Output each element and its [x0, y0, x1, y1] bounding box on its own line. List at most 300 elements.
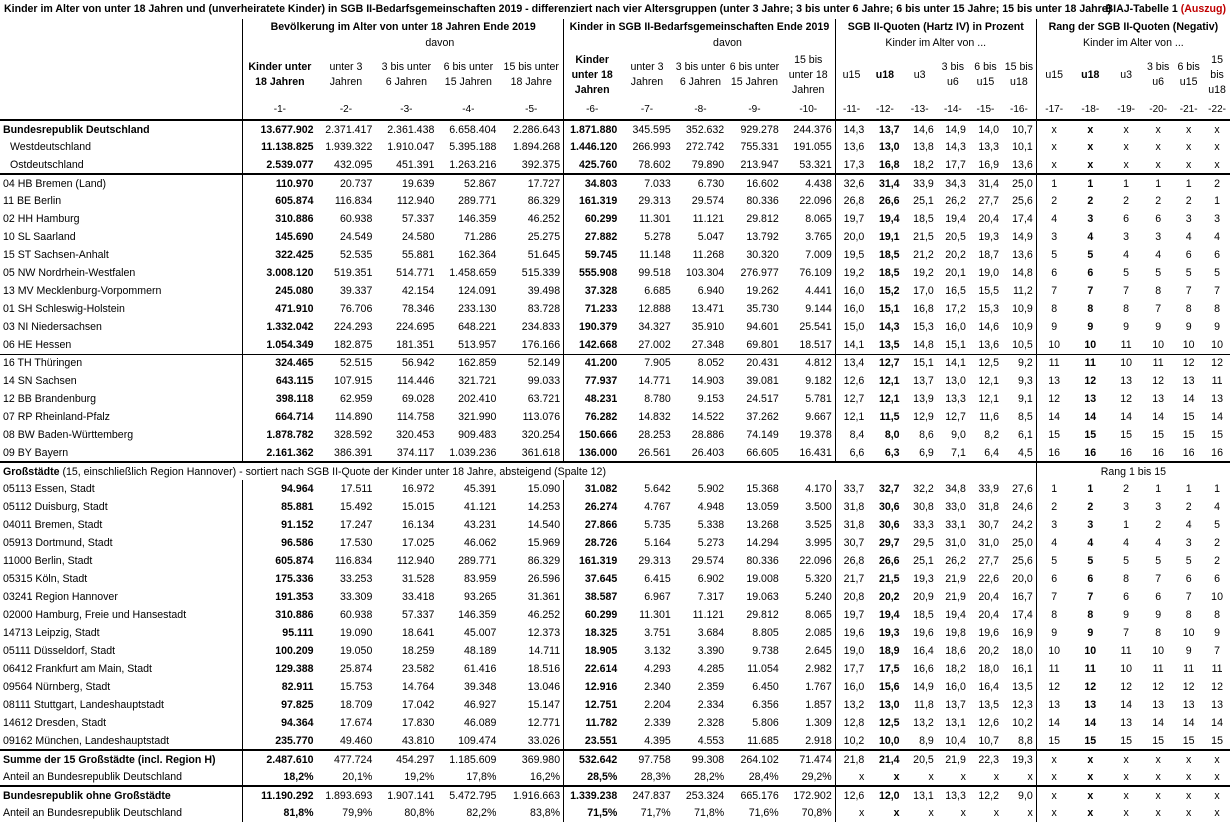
cell: 386.391: [334, 446, 373, 459]
row-label: 09564 Nürnberg, Stadt: [3, 681, 111, 693]
cell: 13,6: [1012, 249, 1033, 261]
cell: 94.364: [243, 714, 317, 732]
cell: 52.867: [437, 174, 499, 192]
cell: 10: [1182, 338, 1195, 351]
cell: 17,5: [878, 663, 900, 675]
sub-header-ranks: Kinder im Alter von ...: [1036, 35, 1230, 50]
cell: 20,4: [978, 609, 1000, 621]
cell: 4: [1123, 537, 1130, 549]
row-label: 02000 Hamburg, Freie und Hansestadt: [3, 609, 187, 621]
cell: 14: [1120, 699, 1132, 711]
cell: 93.265: [463, 591, 497, 603]
group-header-sgb2-children: Kinder in SGB II-Bedarfsgemeinschaften Ende 2019: [564, 19, 836, 35]
cell: 7: [1185, 285, 1192, 297]
cell: x: [1027, 807, 1033, 819]
column-header: 6 bis u15: [974, 61, 997, 88]
cell: 76.282: [564, 408, 621, 426]
cell: x: [1155, 770, 1161, 783]
cell: 6: [1123, 591, 1130, 603]
cell: 361.618: [521, 446, 561, 459]
cell: 11.138.825: [243, 138, 317, 156]
row-label: Westdeutschland: [10, 141, 92, 153]
cell: 13,4: [835, 354, 867, 372]
cell: 12,1: [978, 393, 1000, 405]
cell: 21,9: [945, 573, 966, 585]
cell: 14,6: [978, 321, 1000, 333]
cell: 19.090: [339, 627, 373, 639]
cell: 114.758: [396, 411, 435, 423]
cell: 8: [1155, 627, 1162, 639]
column-header: u18: [875, 68, 895, 81]
cell: 12,3: [1012, 699, 1033, 711]
cell: 1.332.042: [243, 318, 317, 336]
city-row: [0, 534, 1230, 552]
cell: 27.866: [564, 516, 621, 534]
cell: 17.025: [401, 537, 435, 549]
cell: 16: [1211, 446, 1223, 459]
cell: x: [1036, 138, 1071, 156]
cell: 46.927: [463, 699, 497, 711]
cell: 16,0: [945, 681, 966, 693]
cell: 6,1: [1018, 429, 1033, 441]
cell: 19,1: [878, 231, 900, 243]
cell: 14: [1084, 411, 1097, 423]
cell: 86.329: [527, 555, 561, 567]
cell: 62.959: [339, 393, 373, 405]
cell: 162.859: [437, 354, 499, 372]
region-row: [0, 156, 1230, 174]
cell: 8.780: [644, 393, 671, 405]
cell: 4: [1214, 501, 1221, 513]
city-row: [0, 498, 1230, 516]
cell: 45.007: [463, 627, 497, 639]
cell: 24,6: [1012, 501, 1033, 513]
cell: 9.738: [752, 645, 779, 657]
title-row: [0, 0, 1230, 19]
cell: 19,4: [945, 609, 966, 621]
cell: 55.881: [401, 249, 435, 261]
cell: 13,8: [913, 141, 934, 153]
cell: 16.134: [401, 519, 435, 531]
city-row: [0, 516, 1230, 534]
cell: 14: [1211, 717, 1223, 729]
cell: 14,9: [913, 681, 934, 693]
cell: 253.324: [674, 786, 727, 804]
cell: 19,6: [913, 627, 934, 639]
cell: 29.574: [691, 195, 725, 207]
cell: 13,1: [945, 717, 966, 729]
cell: 532.642: [564, 750, 621, 768]
cell: 9: [1155, 321, 1162, 333]
cell: 14,6: [903, 120, 937, 138]
cell: 18.259: [401, 645, 435, 657]
column-number: -18-: [1081, 103, 1100, 115]
cell: 97.825: [243, 696, 317, 714]
cell: 10,9: [1012, 303, 1033, 315]
row-label: 05315 Köln, Stadt: [3, 573, 88, 585]
cell: 56.942: [375, 354, 437, 372]
cell: 71,7%: [640, 807, 671, 819]
cell: 16,2%: [530, 770, 561, 783]
cell: 9: [1155, 609, 1162, 621]
cell: 605.874: [243, 192, 317, 210]
cell: 7.033: [620, 174, 673, 192]
cell: 3: [1087, 213, 1094, 225]
cell: 82,2%: [466, 807, 497, 819]
cell: 5: [1214, 267, 1221, 279]
cell: 12: [1182, 681, 1195, 693]
cell: 3: [1185, 537, 1192, 549]
cell: 24,2: [1012, 519, 1033, 531]
cell: 28,3%: [640, 770, 671, 783]
column-number: -22-: [1208, 103, 1226, 115]
cell: 2: [1214, 555, 1221, 567]
cell: 2: [1155, 519, 1162, 531]
cell: 519.351: [334, 267, 373, 279]
state-row: [0, 444, 1230, 462]
cell: 6: [1155, 213, 1162, 225]
cell: 13: [1211, 393, 1223, 405]
cell: 13,0: [878, 141, 900, 153]
cell: 5.278: [644, 231, 671, 243]
cell: 17.674: [339, 717, 373, 729]
cell: x: [1087, 770, 1094, 783]
cell: 264.102: [727, 750, 782, 768]
cell: 46.252: [527, 213, 561, 225]
cell: 1.339.238: [564, 786, 621, 804]
cell: 7: [1036, 282, 1071, 300]
cell: 15,1: [878, 303, 900, 315]
row-label: Anteil an Bundesrepublik Deutschland: [3, 807, 183, 819]
cell: 1: [1087, 483, 1094, 495]
cell: 12: [1204, 354, 1230, 372]
row-label: 13 MV Mecklenburg-Vorpommern: [3, 285, 162, 297]
cell: 3: [1036, 516, 1071, 534]
cell: 30,7: [835, 534, 867, 552]
cell: 46.252: [527, 609, 561, 621]
cell: 425.760: [564, 156, 621, 174]
cell: 26,2: [945, 195, 966, 207]
cell: 13,5: [878, 338, 900, 351]
cell: 19,3: [978, 231, 1000, 243]
cell: 345.595: [620, 120, 673, 138]
column-number: -9-: [748, 103, 761, 115]
cell: 14.522: [691, 411, 725, 423]
cell: 12: [1084, 681, 1097, 693]
cell: 8,0: [884, 429, 900, 441]
row-label: 11 BE Berlin: [3, 195, 62, 207]
row-label: 12 BB Brandenburg: [3, 393, 97, 405]
cell: 3.500: [805, 501, 832, 513]
sub-header-davon-1: davon: [425, 36, 455, 49]
cell: x: [1109, 750, 1143, 768]
cell: x: [1072, 786, 1109, 804]
cell: 13,5: [1012, 681, 1033, 693]
cell: 60.938: [339, 609, 373, 621]
cell: 213.947: [740, 158, 779, 171]
cell: 5.338: [697, 519, 725, 531]
column-number: -17-: [1036, 100, 1071, 120]
cell: 12: [1173, 354, 1204, 372]
cell: 2: [1087, 501, 1094, 513]
cell: 96.586: [243, 534, 317, 552]
cell: 20,4: [978, 591, 1000, 603]
cell: 39.337: [339, 285, 373, 297]
cell: 14,1: [835, 336, 867, 354]
cell: 14.764: [401, 681, 435, 693]
cell: 25,1: [913, 195, 934, 207]
cell: 18,2: [945, 663, 966, 675]
cell: 909.483: [458, 429, 497, 441]
cell: 29,5: [913, 537, 934, 549]
cell: 10,0: [878, 734, 900, 747]
cell: 2.204: [644, 699, 671, 711]
cell: 28,2%: [694, 770, 725, 783]
cell: 53.321: [799, 158, 832, 171]
cell: 13,3: [937, 786, 969, 804]
rest-row: [0, 804, 1230, 822]
cell: 12,1: [878, 375, 900, 387]
column-number: -4-: [462, 103, 475, 115]
cell: 18,7: [978, 249, 1000, 261]
cell: 19,2: [835, 264, 867, 282]
column-number: -14-: [943, 103, 962, 115]
cell: 99.518: [638, 267, 671, 279]
cell: 21,5: [913, 231, 934, 243]
cell: 15,2: [878, 285, 900, 297]
cell: 12: [1036, 678, 1071, 696]
cell: 28.726: [564, 534, 621, 552]
cell: 15: [1182, 734, 1195, 747]
cell: 11,6: [979, 411, 1000, 423]
cell: 1.871.880: [564, 120, 621, 138]
cell: 13.268: [746, 519, 779, 531]
cell: 13: [1120, 717, 1132, 729]
cell: 76.109: [799, 267, 832, 279]
cell: 15: [1120, 734, 1132, 747]
cell: 13,7: [913, 375, 934, 387]
cell: 6: [1036, 570, 1071, 588]
cell: 247.837: [620, 786, 673, 804]
cell: x: [1214, 158, 1220, 171]
cell: 10: [1211, 338, 1223, 351]
cell: 2: [1036, 192, 1071, 210]
cities-note: [0, 462, 1036, 480]
cell: 2: [1123, 195, 1130, 207]
cell: 12,6: [835, 786, 867, 804]
column-header: u3: [913, 68, 926, 81]
cell: 2.361.438: [375, 120, 437, 138]
cell: 1.910.047: [387, 141, 435, 153]
cell: 9: [1214, 627, 1221, 639]
cell: 21,9: [937, 750, 969, 768]
cell: 52.149: [499, 354, 563, 372]
cell: 9: [1087, 321, 1094, 333]
column-number: -21-: [1179, 103, 1198, 115]
cell: x: [928, 770, 934, 783]
cell: 2.339: [644, 717, 671, 729]
column-header: u15: [835, 50, 867, 100]
cell: 16.602: [727, 174, 782, 192]
cell: 17.530: [339, 537, 373, 549]
cell: 15: [1036, 732, 1071, 750]
cell: 18,5: [913, 609, 934, 621]
cell: 6.940: [697, 285, 725, 297]
cell: 27.882: [564, 228, 621, 246]
cell: 11.148: [639, 249, 671, 261]
cell: x: [1036, 786, 1071, 804]
cell: 26,8: [835, 192, 867, 210]
cell: x: [893, 770, 900, 783]
cell: 14,8: [913, 338, 934, 351]
cell: 14,3: [878, 321, 900, 333]
column-number: -20-: [1149, 103, 1168, 115]
cell: 8,2: [984, 429, 1000, 441]
cell: 31,8: [835, 498, 867, 516]
cell: 15.969: [527, 537, 561, 549]
cell: 71,6%: [748, 807, 779, 819]
cell: 555.908: [564, 264, 621, 282]
column-number: -13-: [910, 103, 929, 115]
cell: 392.375: [521, 158, 561, 171]
cell: 13,3: [978, 141, 1000, 153]
cell: 15: [1152, 429, 1165, 441]
cell: 11: [1143, 354, 1173, 372]
cell: 29.313: [638, 555, 671, 567]
column-header: 3 bis u6: [1146, 61, 1170, 88]
column-header: 3 bis unter 6 Jahren: [675, 61, 726, 88]
cell: 3: [1214, 213, 1221, 225]
cell: 16,0: [835, 678, 867, 696]
cell: 5.735: [644, 519, 671, 531]
cell: 19.262: [746, 285, 779, 297]
column-number: -5-: [525, 103, 538, 115]
column-header: u15: [1036, 50, 1071, 100]
group-header-quotas: SGB II-Quoten (Hartz IV) in Prozent: [835, 19, 1036, 35]
cell: 1: [1072, 174, 1109, 192]
cell: 11.121: [692, 609, 725, 621]
cell: 33,3: [913, 519, 934, 531]
cell: x: [1143, 786, 1173, 804]
cell: 4.948: [697, 501, 725, 513]
cell: 9,1: [1018, 393, 1033, 405]
cell: 29.812: [746, 609, 779, 621]
cell: x: [960, 807, 966, 819]
cell: 19,6: [835, 624, 867, 642]
cell: 19,5: [835, 246, 867, 264]
cell: 11: [1036, 354, 1071, 372]
cell: 27.348: [691, 338, 725, 351]
column-header: u18: [1081, 68, 1100, 81]
cell: 4: [1185, 231, 1192, 243]
city-row: [0, 480, 1230, 498]
cell: 12,7: [835, 390, 867, 408]
column-number: -1-: [243, 100, 317, 120]
cell: 664.714: [243, 408, 317, 426]
column-header: 15 bis unter 18 Jahren: [788, 53, 828, 96]
cell: 18,9: [878, 645, 900, 657]
row-label: 08111 Stuttgart, Landeshauptstadt: [3, 699, 164, 711]
cell: 19,2: [913, 267, 934, 279]
cell: 17,4: [1012, 609, 1033, 621]
cell: x: [835, 804, 867, 822]
cell: 4.438: [782, 174, 835, 192]
cell: 8: [1214, 303, 1221, 315]
cell: 13: [1084, 393, 1097, 405]
cell: 14: [1152, 717, 1165, 729]
national-row: [0, 120, 1230, 138]
cell: 13,9: [913, 393, 934, 405]
cell: 276.977: [740, 267, 779, 279]
cell: 8,4: [835, 426, 867, 444]
cell: 7: [1036, 588, 1071, 606]
cell: 10,7: [1002, 120, 1036, 138]
cell: 14,0: [969, 120, 1002, 138]
cell: 4.441: [805, 285, 832, 297]
column-header: Kinder unter 18 Jahren: [564, 50, 621, 100]
cell: 9: [1214, 321, 1221, 333]
cell: 8.065: [805, 609, 832, 621]
cell: 22.096: [799, 195, 832, 207]
cell: 13,6: [978, 338, 1000, 351]
cell: 71,5%: [564, 804, 621, 822]
cell: 4.767: [644, 501, 671, 513]
cell: 12.771: [527, 717, 561, 729]
cell: x: [1214, 807, 1220, 819]
cell: 113.076: [522, 411, 561, 423]
cell: 8.805: [752, 627, 779, 639]
cell: 19,2%: [404, 770, 435, 783]
cell: 10: [1182, 627, 1195, 639]
cell: 15: [1211, 734, 1223, 747]
cell: 10: [1152, 338, 1165, 351]
cell: 95.111: [243, 624, 317, 642]
city-row: [0, 732, 1230, 750]
row-label: 07 RP Rheinland-Pfalz: [3, 411, 110, 423]
cell: 25,1: [913, 555, 934, 567]
corner-cell: [0, 19, 243, 35]
cell: 33,0: [945, 501, 966, 513]
cell: 4.285: [697, 663, 725, 675]
cell: 235.770: [243, 732, 317, 750]
cell: 10: [1036, 336, 1071, 354]
cell: 69.028: [401, 393, 435, 405]
cell: 5: [1123, 555, 1130, 567]
cell: 2.371.417: [317, 120, 376, 138]
cell: 11,5: [879, 411, 900, 423]
state-row: [0, 318, 1230, 336]
cell: 16,0: [835, 282, 867, 300]
cell: 6,3: [884, 446, 900, 459]
cell: 6.450: [752, 681, 779, 693]
cell: 15.368: [746, 483, 779, 495]
cell: 1: [1036, 174, 1071, 192]
cell: 33,7: [835, 480, 867, 498]
cell: 14: [1120, 411, 1132, 423]
cell: 57.337: [401, 213, 435, 225]
cell: 99.308: [674, 750, 727, 768]
cell: 9: [1087, 627, 1094, 639]
cell: 16,1: [1012, 663, 1033, 675]
cell: 2.539.077: [243, 156, 317, 174]
cell: 33,9: [978, 483, 1000, 495]
cell: 76.706: [339, 303, 373, 315]
cell: 190.379: [564, 318, 621, 336]
cell: 515.339: [521, 267, 561, 279]
row-label: 10 SL Saarland: [3, 231, 76, 243]
cell: 4: [1214, 231, 1221, 243]
cell: 17.511: [340, 483, 373, 495]
